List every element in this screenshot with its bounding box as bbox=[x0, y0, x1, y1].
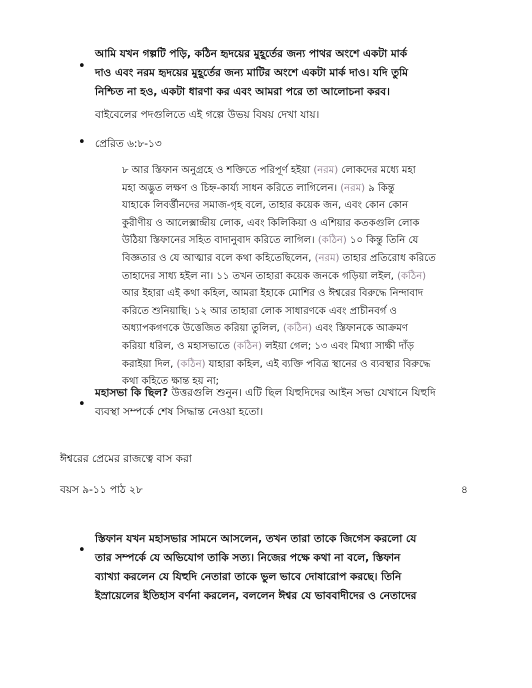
question-text: মহাসভা কি ছিল? bbox=[95, 387, 169, 399]
scripture-line: ৮ আর স্তিফান অনুগ্রহে ও শক্তিতে পরিপূর্ণ হইয়া (নরম) লোকদের মধ্যে মহা bbox=[122, 165, 416, 176]
scripture-line: অধ্যাপকগণকে উত্তেজিত করিয়া তুলিল, (কঠিন) এবং স্তিফানকে আক্রমণ bbox=[122, 323, 408, 335]
heart-type-tag: (কঠিন) bbox=[397, 270, 427, 282]
text-line: স্তিফান যখন মহাসভার সামনে আসলেন, তখন তারা তাকে জিগেস করলো যে bbox=[95, 533, 417, 545]
footer-title: ঈশ্বরের প্রেমের রাজত্বে বাস করা bbox=[60, 453, 192, 465]
answer-text: উত্তরগুলি শুনুন। এটি ছিল যিহুদিদের আইন সভা যেখানে যিহুদি bbox=[168, 387, 436, 399]
scripture-reference: প্রেরিত ৬:৮-১৩ bbox=[95, 138, 162, 150]
heart-type-tag: (নরম) bbox=[314, 252, 340, 264]
scripture-line: যাহাকে লিবর্ত্তীনদের সমাজ-গৃহ বলে, তাহার কয়েক জন, এবং কোন কোন bbox=[122, 200, 409, 212]
scripture-line: বিজ্ঞতার ও যে আত্মার বলে কথা কহিতেছিলেন, (নরম) তাহার প্রতিরোধ করিতে bbox=[122, 252, 436, 264]
scripture-line: করিয়া ধরিল, ও মহাসভাতে (কঠিন) লইয়া গেল; ১৩ এবং মিথ্যা সাক্ষী দাঁড় bbox=[122, 340, 415, 352]
stephen-paragraph bbox=[95, 530, 515, 606]
page-number: ৪ bbox=[461, 484, 468, 496]
bullet-marker: • bbox=[78, 397, 86, 412]
scripture-line: কথা কহিতে ক্ষান্ত হয় না; bbox=[122, 376, 219, 388]
bible-note-line: বাইবেলের পদগুলিতে এই গল্পে উভয় বিষয় দেখা যায়। bbox=[95, 109, 320, 121]
heart-type-tag: (কঠিন) bbox=[317, 235, 347, 247]
heart-type-tag: (নরম) bbox=[340, 182, 366, 194]
text-line: নিশ্চিত না হও, একটা ধারণা কর এবং আমরা পরে তা আলোচনা করব। bbox=[95, 86, 390, 98]
scripture-line: আর ইহারা এই কথা কহিল, আমরা ইহাকে মোশির ও ঈশ্বরের বিরুদ্ধে নিন্দাবাদ bbox=[122, 288, 424, 300]
text-line bbox=[95, 384, 515, 403]
scripture-line: মহা অদ্ভুত লক্ষণ ও চিহ্ন-কার্য্য সাধন করিতে লাগিলেন। (নরম) ৯ কিন্তু bbox=[122, 182, 395, 194]
footer-age-lesson: বয়স ৯-১১ পাঠ ২৮ bbox=[60, 484, 143, 496]
bullet-marker: • bbox=[78, 135, 86, 150]
heart-type-tag: (কঠিন) bbox=[283, 323, 313, 335]
scripture-line: কুরীণীয় ও আলেক্সান্দ্রীয় লোক, এবং কিলিকিয়া ও এশিয়ার কতকগুলি লোক bbox=[122, 217, 420, 229]
heart-type-tag: (কঠিন) bbox=[176, 358, 206, 370]
heart-type-tag: (নরম) bbox=[313, 165, 339, 176]
bullet-marker: • bbox=[78, 59, 86, 74]
scripture-line: করাইয়া দিল, (কঠিন) যাহারা কহিল, এই ব্যক্তি পবিত্র স্থানের ও ব্যবস্থার বিরুদ্ধে bbox=[122, 358, 431, 370]
text-line: তার সম্পর্কে যে অভিযোগ তাকি সত্য। নিজের পক্ষে কথা না বলে, স্তিফান bbox=[95, 552, 401, 564]
text-line: ব্যবস্থা সম্পর্কে শেষ সিদ্ধান্ত নেওয়া হতো। bbox=[95, 406, 264, 418]
scripture-passage bbox=[122, 162, 517, 391]
instruction-paragraph bbox=[95, 45, 515, 102]
sanhedrin-paragraph bbox=[95, 384, 515, 422]
scripture-line: উঠিয়া স্তিফানের সহিত বাদানুবাদ করিতে লাগিল। (কঠিন) ১০ কিন্তু তিনি যে bbox=[122, 235, 419, 247]
text-line: ব্যাখ্যা করলেন যে যিহুদি নেতারা তাকে ভুল ভাবে দোষারোপ করছে। তিনি bbox=[95, 571, 402, 583]
heart-type-tag: (কঠিন) bbox=[233, 340, 262, 352]
text-line: দাও এবং নরম হৃদয়ের মুহূর্তের জন্য মাটির অংশে একটা মার্ক দাও। যদি তুমি bbox=[95, 67, 408, 79]
scripture-line: তাহাদের সাধ্য হইল না। ১১ তখন তাহারা কয়েক জনকে গড়িয়া লইল, (কঠিন) bbox=[122, 270, 427, 282]
scripture-line: করিতে শুনিয়াছি। ১২ আর তাহারা লোক সাধারণকে এবং প্রাচীনবর্গ ও bbox=[122, 305, 397, 317]
text-line: ইস্রায়েলের ইতিহাস বর্ণনা করলেন, বললেন ঈশ্বর যে ভাববাদীদের ও নেতাদের bbox=[95, 590, 417, 602]
text-line: আমি যখন গল্পটি পড়ি, কঠিন হৃদয়ের মুহূর্তের জন্য পাথর অংশে একটা মার্ক bbox=[95, 48, 408, 60]
bullet-marker: • bbox=[78, 543, 86, 558]
